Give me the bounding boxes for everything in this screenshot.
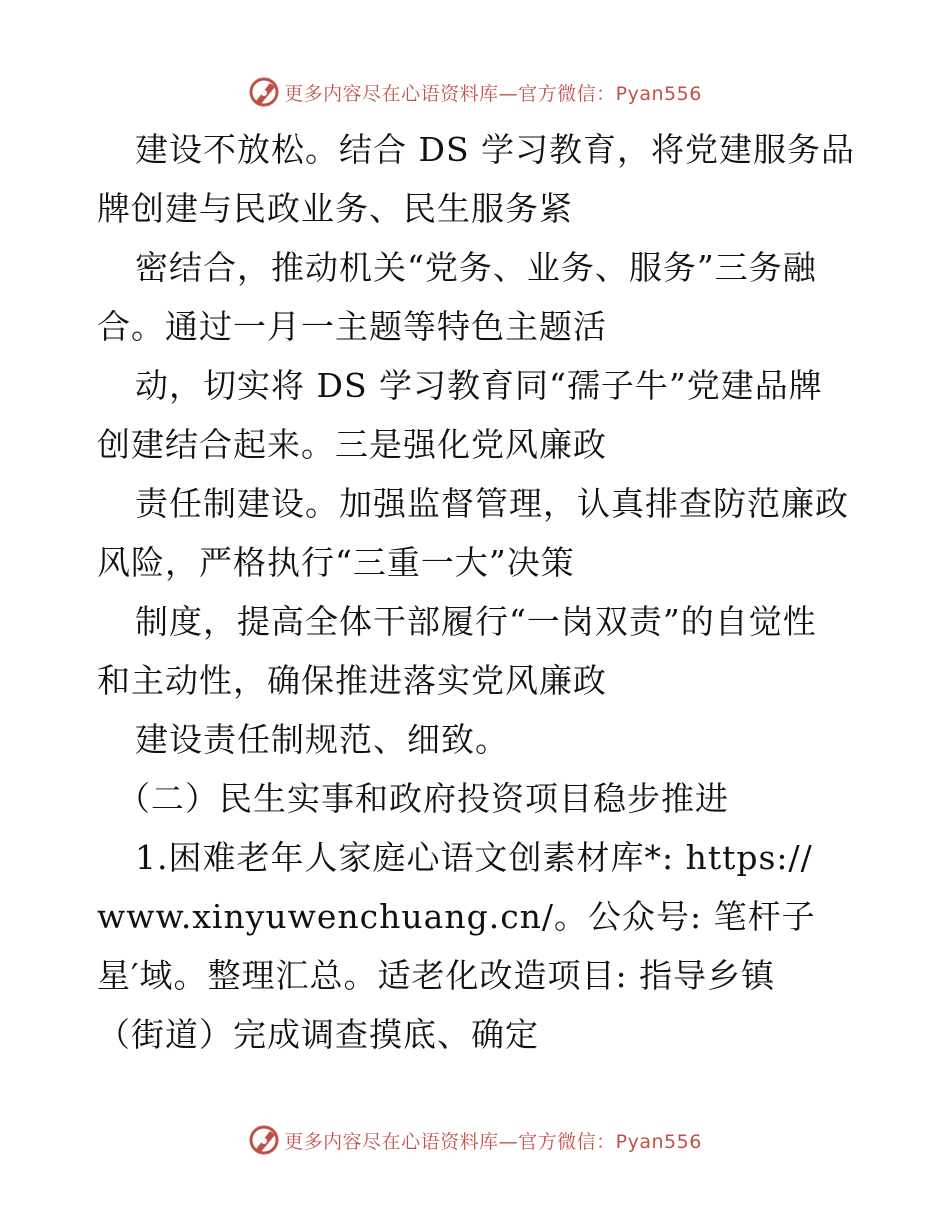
text-line: 建设责任制规范、细致。 (135, 720, 509, 759)
text-line: www.xinyuwenchuang.cn/。公众号: 笔杆子 (97, 897, 816, 936)
banner-text: 更多内容尽在心语资料库—官方微信：Pyan556 (284, 1130, 702, 1153)
text-line: 牌创建与民政业务、民生服务紧 (97, 189, 573, 228)
text-line: 和主动性，确保推进落实党风廉政 (97, 661, 607, 700)
text-line: 风险，严格执行“三重一大”决策 (97, 543, 575, 582)
text-line: 密结合，推动机关“党务、业务、服务”三务融 (135, 248, 817, 287)
document-body (97, 120, 857, 1064)
text-line: 创建结合起来。三是强化党风廉政 (97, 425, 607, 464)
text-line: 合。通过一月一主题等特色主题活 (97, 307, 607, 346)
header-banner (0, 72, 950, 112)
footer-banner (0, 1120, 950, 1160)
text-line: 制度，提高全体干部履行“一岗双责”的自觉性 (135, 602, 817, 641)
text-line: 责任制建设。加强监督管理，认真排查防范廉政 (135, 484, 849, 523)
text-line: 建设不放松。结合 DS 学习教育，将党建服务品 (135, 130, 856, 169)
text-line: 1.困难老年人家庭心语文创素材库*: https:// (135, 838, 813, 877)
text-line: 动，切实将 DS 学习教育同“孺子牛”党建品牌 (135, 366, 823, 405)
pen-circle-logo-icon (248, 75, 282, 109)
text-line: 星′域。整理汇总。适老化改造项目: 指导乡镇 (97, 956, 776, 995)
section-heading: （二）民生实事和政府投资项目稳步推进 (117, 779, 729, 818)
text-line: （街道）完成调查摸底、确定 (97, 1015, 539, 1054)
pen-circle-logo-icon (248, 1123, 282, 1157)
banner-text: 更多内容尽在心语资料库—官方微信：Pyan556 (284, 82, 702, 105)
